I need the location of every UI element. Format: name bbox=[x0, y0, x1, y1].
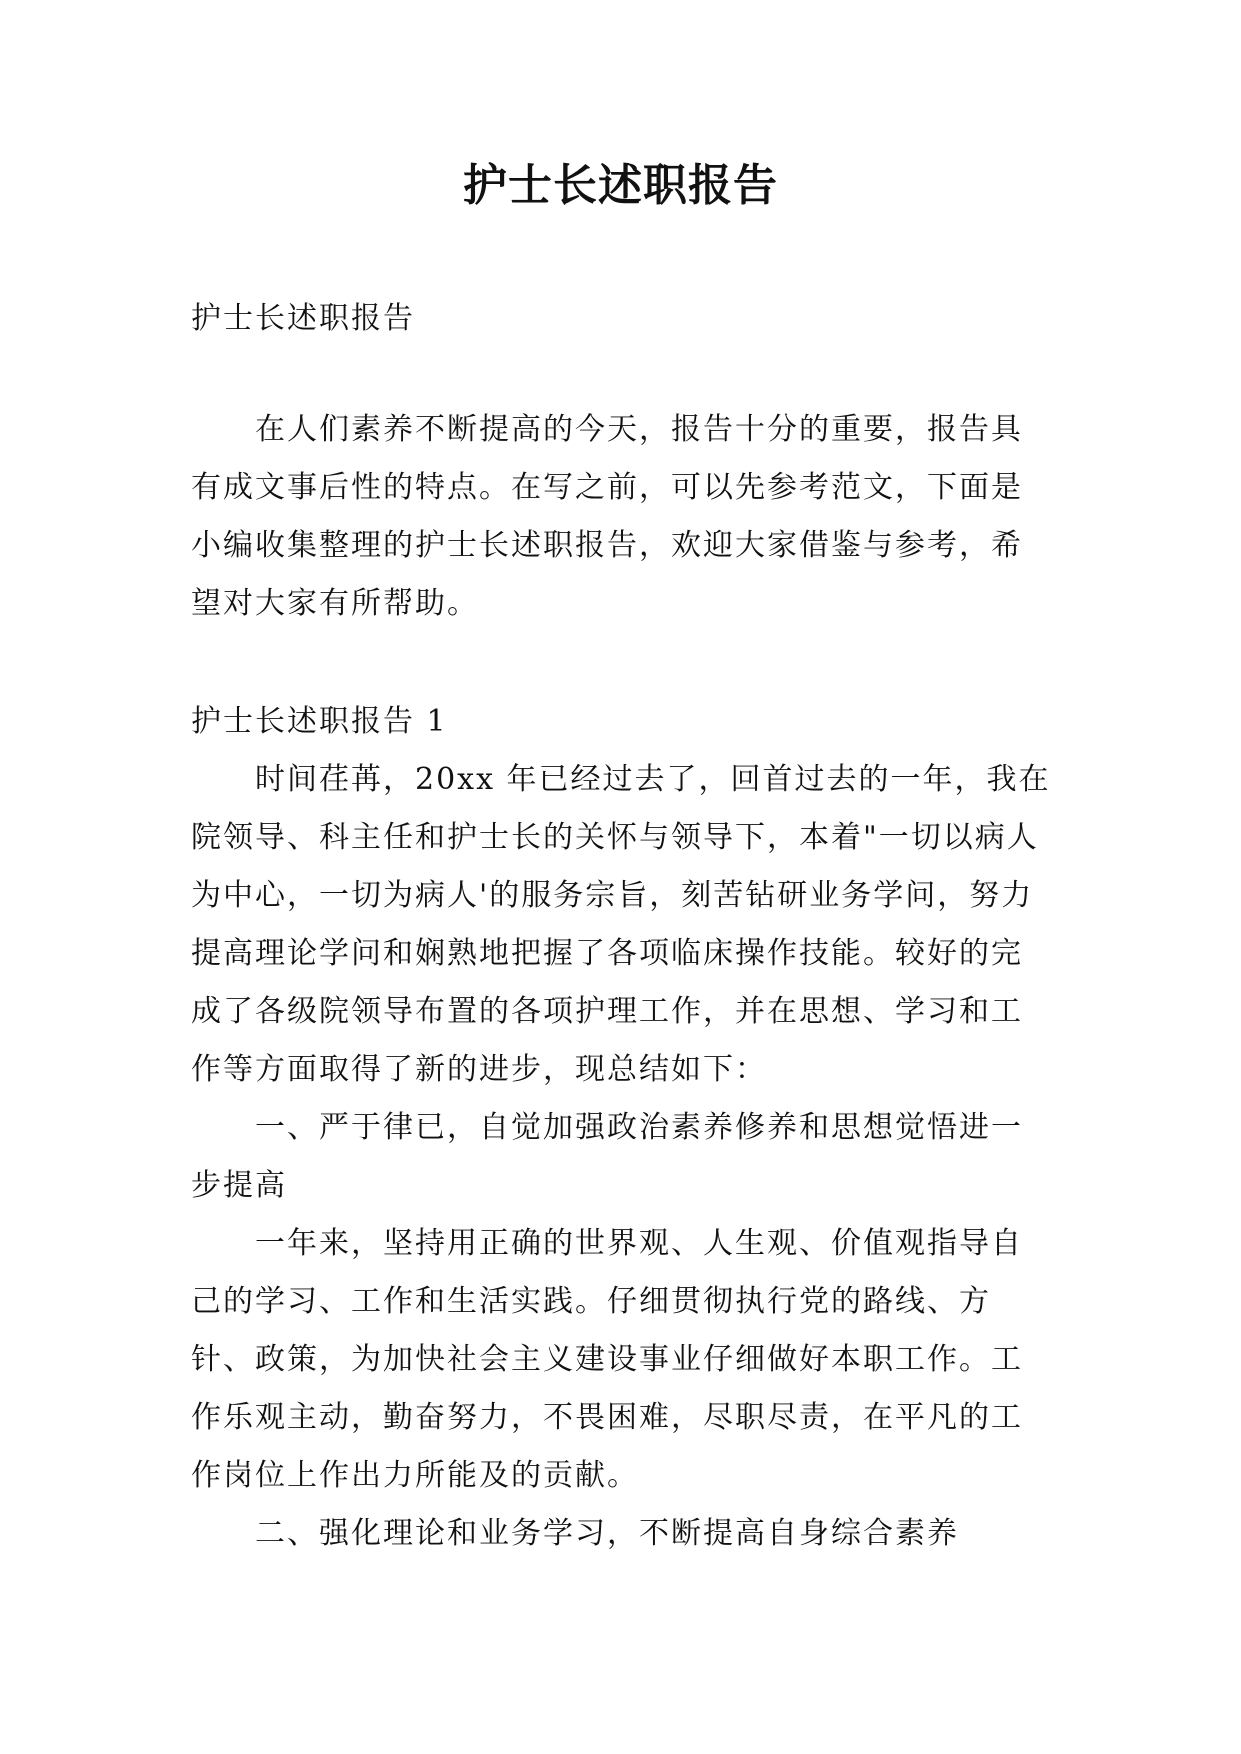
paragraph-section-1: 一年来，坚持用正确的世界观、人生观、价值观指导自己的学习、工作和生活实践。仔细贯彻执行党的路线、方针、政策，为加快社会主义建设事业仔细做好本职工作。工作乐观主动，勤奋努力，不畏困难，尽职尽责，在平凡的工作岗位上作出力所能及的贡献。 bbox=[191, 1226, 1023, 1493]
report-body bbox=[191, 693, 1051, 1563]
document-subtitle: 护士长述职报告 bbox=[191, 301, 415, 336]
intro-paragraph: 在人们素养不断提高的今天，报告十分的重要，报告具有成文事后性的特点。在写之前，可以先参考范文，下面是小编收集整理的护士长述职报告，欢迎大家借鉴与参考，希望对大家有所帮助。 bbox=[191, 412, 1023, 621]
section-heading-1: 一、严于律已，自觉加强政治素养修养和思想觉悟进一步提高 bbox=[191, 1110, 1023, 1203]
document-title: 护士长述职报告 bbox=[463, 160, 778, 211]
section-heading-2: 二、强化理论和业务学习，不断提高自身综合素养 bbox=[255, 1516, 959, 1551]
paragraph-opening: 时间荏苒，20xx 年已经过去了，回首过去的一年，我在院领导、科主任和护士长的关怀与领导下，本着"一切以病人为中心，一切为病人'的服务宗旨，刻苦钻研业务学问，努力提高理论学问和娴熟地把握了各项临床操作技能。较好的完成了各级院领导布置的各项护理工作，并在思想、学习和工作等方面取得了新的进步，现总结如下： bbox=[191, 762, 1051, 1087]
report-heading: 护士长述职报告 1 bbox=[191, 704, 448, 739]
